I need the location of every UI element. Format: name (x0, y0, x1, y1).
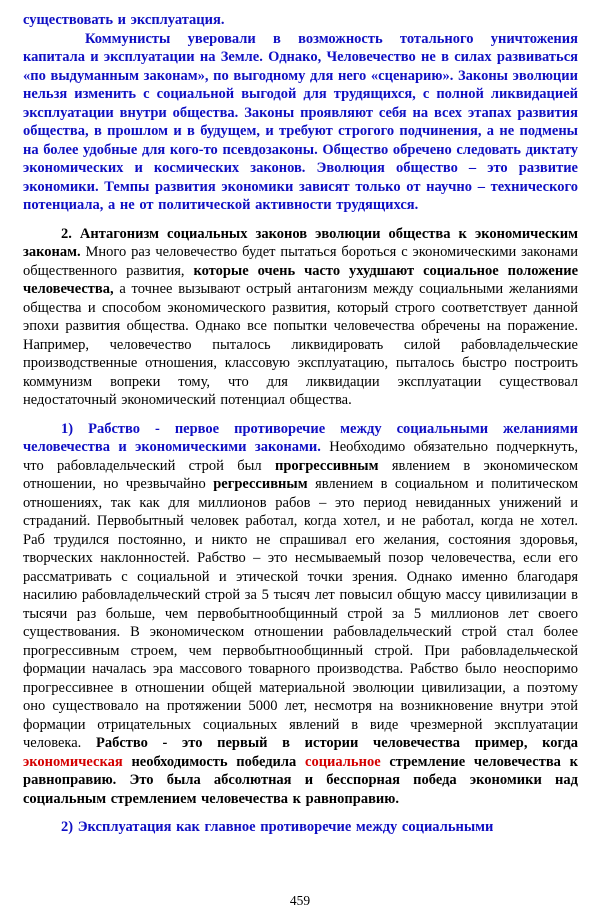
text-run-highlight: экономическая (23, 753, 132, 770)
paragraph-continuation (23, 11, 578, 30)
text-run: Коммунисты уверовали в возможность тотального уничтожения капитала и эксплуатации на Земле. Однако, Человечество не в силах развиваться «по выдуманным законам», по выгодному для него «сценарию». Законы эволюции нельзя изменить с социальной выгодой для трудящихся, с полной ликвидацией эксплуатации внутри общества. Законы проявляют себя на всех этапах развития общества, в прошлом и в будущем, и требуют строгого подчинения, а не подмены на более удобные для кого-то псевдозаконы. Общество обречено следовать диктату экономических и космических законов. Эволюция общество – это развитие экономики. Темпы развития экономики зависят только от научно – технического потенциала, а не от политической активности трудящихся. (23, 30, 578, 213)
text-run: которые очень часто ухудшают социальное положение человечества, (23, 262, 578, 297)
text-run: Много раз человечество будет пытаться бороться с экономическими законами общественного развития, (23, 244, 578, 279)
paragraph-slavery (23, 420, 578, 809)
text-run: прогрессивным (274, 457, 392, 474)
text-run: регрессивным (213, 476, 316, 492)
text-run: Необходимо обязательно подчеркнуть, что рабовладельческий строй был (23, 439, 578, 474)
text-run: 1) Рабство - первое противоречие между социальными желаниями человечества и экономическими законами. (23, 420, 578, 455)
text-run: 2. Антагонизм социальных законов эволюции общества к экономическим законам. (23, 225, 578, 260)
text-run: существовать и эксплуатация. (23, 12, 225, 28)
paragraph-communists (23, 30, 578, 215)
text-run: Рабство - это первый в истории человечества пример, когда (95, 735, 578, 751)
text-run-highlight: социальное (305, 753, 390, 770)
text-run: 2) Эксплуатация как главное противоречие между социальными (61, 819, 494, 835)
text-run: а точнее вызывают острый антагонизм между социальными желаниями общества и способом экономического развития, который строго соответствует данной эпохи развития общества. Однако все попытки человечества обречены на поражение. Например, человечество пыталось ликвидировать силой рабовладельческие производственные отношения, классовую эксплуатацию, пыталось быстро построить коммунизм вопреки тому, что для ликвидации эксплуатации существовал недостаточный экономический потенциал общества. (23, 281, 578, 408)
text-run: явлением в экономическом отношении, но чрезвычайно (23, 457, 578, 492)
text-run: стремление человечества к равноправию. Это была абсолютная и бесспорная победа экономики над социальным стремлением человечества к равноправию. (23, 753, 578, 807)
paragraph-exploitation-heading (23, 818, 578, 837)
paragraph-antagonism (23, 225, 578, 410)
text-run: необходимость победила (131, 753, 306, 770)
text-run: явлением в социальном и политическом отношениях, так как для миллионов рабов – это период невиданных унижений и страданий. Первобытный человек работал, когда хотел, и не работал, когда не хотел. Раб трудился постоянно, и никто не спрашивал его желания, состояния здоровья, творческих наклонностей. Рабство – это несмываемый позор человечества, если его рассматривать с социальной и этической точки зрения. Однако именно благодаря насилию рабовладельческий строй за 5 тысяч лет повысил общую массу цивилизации в тысячи раз больше, чем первобытнообщинный строй за 5 миллионов лет своего существования. В экономическом отношении рабовладельческий строй стал более прогрессивным строем, чем первобытнообщинный строй. При рабовладельческой формации началась эра массового товарного производства. Рабство было неоспоримо прогрессивнее в отношении общей материальной эволюции цивилизации, а поэтому оно существовало на протяжении 5000 лет, несмотря на возникновение внутри этой формации отрицательных социальных явлений в виде чрезмерной эксплуатации человека. (23, 476, 579, 751)
page-number: 459 (289, 893, 311, 908)
